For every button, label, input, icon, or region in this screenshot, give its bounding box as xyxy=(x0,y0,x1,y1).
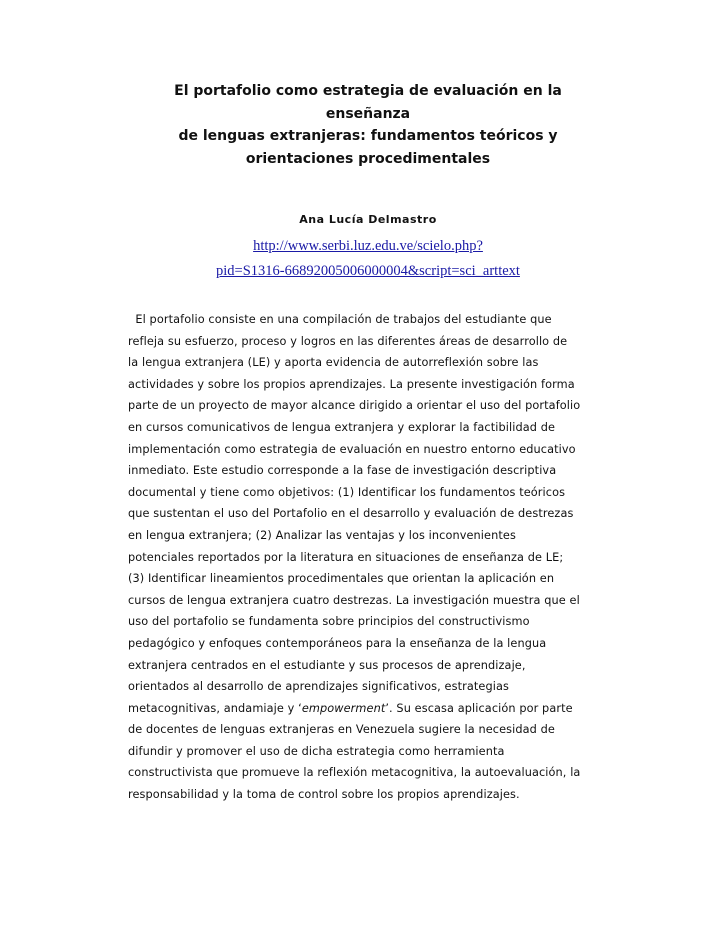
title-line-1: El portafolio como estrategia de evaluación en la xyxy=(174,83,562,99)
abstract-line-start: metacognitivas, andamiaje y ‘ xyxy=(128,701,302,715)
abstract-line: parte de un proyecto de mayor alcance dirigido a orientar el uso del portafolio xyxy=(128,399,581,413)
abstract-line: documental y tiene como objetivos: (1) Identificar los fundamentos teóricos xyxy=(128,485,566,499)
abstract-line: que sustentan el uso del Portafolio en el desarrollo y evaluación de destrezas xyxy=(128,507,574,521)
document-title xyxy=(128,80,608,170)
title-line-4: orientaciones procedimentales xyxy=(245,150,491,167)
source-link-line-1[interactable]: http://www.serbi.luz.edu.ve/scielo.php? xyxy=(253,238,483,254)
abstract-line: cursos de lengua extranjera cuatro destrezas. La investigación muestra que el xyxy=(128,593,580,607)
title-line-3: de lenguas extranjeras: fundamentos teóricos y xyxy=(178,128,558,144)
abstract-line: El portafolio consiste en una compilación de trabajos del estudiante que xyxy=(128,313,552,326)
abstract-line-end: ’. Su escasa aplicación por parte xyxy=(385,701,573,715)
abstract-line: inmediato. Este estudio corresponde a la fase de investigación descriptiva xyxy=(128,464,557,478)
empowerment-term: empowerment xyxy=(301,701,386,715)
abstract-line: uso del portafolio se fundamenta sobre principios del constructivismo xyxy=(128,615,530,629)
author-name: Ana Lucía Delmastro xyxy=(299,213,437,226)
abstract-paragraph xyxy=(128,309,606,806)
abstract-line: potenciales reportados por la literatura en situaciones de enseñanza de LE; xyxy=(128,550,564,564)
abstract-line: difundir y promover el uso de dicha estrategia como herramienta xyxy=(128,744,505,758)
abstract-line-empowerment xyxy=(128,698,606,720)
abstract-line: en lengua extranjera; (2) Analizar las ventajas y los inconvenientes xyxy=(128,528,516,542)
abstract-line: refleja su esfuerzo, proceso y logros en las diferentes áreas de desarrollo de xyxy=(128,334,568,348)
abstract-line: constructivista que promueve la reflexión metacognitiva, la autoevaluación, la xyxy=(128,766,581,780)
abstract-line: en cursos comunicativos de lengua extranjera y explorar la factibilidad de xyxy=(128,420,556,434)
abstract-line: implementación como estrategia de evaluación en nuestro entorno educativo xyxy=(128,442,576,456)
abstract-line: de docentes de lenguas extranjeras en Venezuela sugiere la necesidad de xyxy=(128,723,555,737)
abstract-line: pedagógico y enfoques contemporáneos para la enseñanza de la lengua xyxy=(128,636,547,650)
abstract-line: extranjera centrados en el estudiante y sus procesos de aprendizaje, xyxy=(128,658,526,672)
abstract-line: orientados al desarrollo de aprendizajes significativos, estrategias xyxy=(128,680,509,694)
abstract-line: responsabilidad y la toma de control sobre los propios aprendizajes. xyxy=(128,788,520,802)
abstract-line: (3) Identificar lineamientos procedimentales que orientan la aplicación en xyxy=(128,572,555,586)
source-link[interactable] xyxy=(128,234,608,284)
source-link-line-2[interactable]: pid=S1316-66892005006000004&script=sci_arttext xyxy=(216,263,520,279)
abstract-line: actividades y sobre los propios aprendizajes. La presente investigación forma xyxy=(128,377,575,391)
abstract-line: la lengua extranjera (LE) y aporta evidencia de autorreflexión sobre las xyxy=(128,356,539,370)
title-line-2: enseñanza xyxy=(325,105,411,122)
